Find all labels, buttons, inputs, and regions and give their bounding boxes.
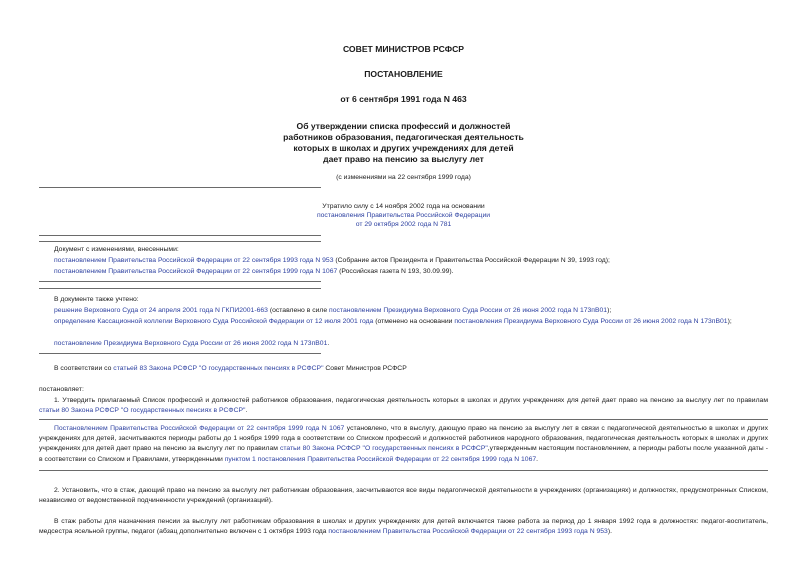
title-line: дает право на пенсию за выслугу лет — [323, 154, 484, 164]
resolution-953-link[interactable]: постановлением Правительства Российской Федерации от 22 сентября 1993 года N 953 — [328, 528, 608, 536]
article-83-link[interactable]: статьей 83 Закона РСФСР "О государственных пенсиях в РСФСР" — [113, 365, 324, 372]
amendments-heading: Документ с изменениями, внесенными: — [54, 246, 179, 253]
validity-link-text[interactable]: от 29 октября 2002 года N 781 — [355, 221, 452, 228]
resolution-1067-point1-link[interactable]: пунктом 1 постановления Правительства Российской Федерации от 22 сентября 1999 года N 1067 — [224, 455, 537, 463]
note-divider — [39, 419, 768, 420]
note-text: . — [536, 455, 539, 463]
amendment-link[interactable]: постановлением Правительства Российской Федерации от 22 сентября 1993 года N 953 — [54, 257, 334, 264]
presidium-resolution-link-cont[interactable]: 173пВ01 — [700, 318, 728, 325]
paragraph-text: . — [245, 407, 248, 415]
paragraph-3 — [39, 517, 768, 537]
validity-link-text[interactable]: постановления Правительства Российской Федерации — [316, 212, 491, 219]
article-80-link[interactable]: статьи 80 Закона РСФСР "О государственных пенсиях в РСФСР" — [280, 445, 488, 453]
also-see-text: ); — [727, 318, 732, 325]
amendment-item — [54, 267, 454, 276]
changes-note: (с изменениями на 22 сентября 1999 года) — [336, 174, 471, 181]
divider — [39, 288, 321, 289]
paragraph-text: ). — [607, 528, 612, 536]
also-see-item — [54, 306, 611, 315]
validity-link-cont[interactable] — [0, 221, 807, 228]
note-divider — [39, 470, 768, 471]
preamble — [54, 364, 407, 373]
note-text: установлено, что в выслугу, дающую право на пенсию за выслугу лет в связи с педагогической деятельностью в школах и других учреждениях для детей, засчитываются периоды работы до 1 ноября 1999 года в соответствии со Списком профессий и должностей работников народного образования, педагогическая деятельность которых в школах и других учреждениях для детей дает право на пенсию за выслугу лет по правилам — [39, 425, 768, 453]
amendment-source: (Российская газета N 193, 30.09.99). — [337, 268, 454, 275]
validity-link[interactable] — [0, 212, 807, 219]
also-see-heading: В документе также учтено: — [54, 296, 139, 303]
amendment-source: (Собрание актов Президента и Правительства Российской Федерации N 39, 1993 год); — [333, 257, 610, 264]
paragraph-1 — [39, 396, 768, 416]
cassation-ruling-link[interactable]: определение Кассационной коллегии Верховного Суда Российской Федерации от 12 июля 2001 года — [54, 318, 374, 325]
paragraph-text: 2. Установить, что в стаж, дающий право на пенсию за выслугу лет работникам образования, засчитываются все виды педагогической деятельности в учреждениях (организациях) и должностях, предусмотренных Списком, независимо от ведомственной подчиненности учреждений (организаций). — [39, 487, 768, 505]
also-see-text: (оставлено в силе — [267, 307, 330, 314]
presidium-resolution-link[interactable]: постановление Президиума Верховного Суда России от 26 июня 2002 года N 173пВ01 — [54, 340, 328, 347]
divider — [39, 187, 321, 188]
paragraph-text: В стаж работы для назначения пенсии за выслугу лет работникам образования в школах и других учреждениях для детей включается также работа за период до 1 января 1992 года в должностях: педагог-воспитатель, медсестра ясельной группы, педагог (абзац дополнительно включен с 1 октября 1993 года — [39, 518, 768, 536]
divider — [39, 241, 321, 242]
also-see-text: ); — [607, 307, 612, 314]
title-line: работников образования, педагогическая деятельность — [283, 132, 524, 142]
divider — [39, 235, 321, 236]
also-see-item — [54, 339, 329, 348]
org-heading: СОВЕТ МИНИСТРОВ РСФСР — [342, 44, 465, 54]
note-text: ,утвержденным настоящим постановлением, а периоды работы после указанной даты - в соответствии со Списком и Правилами, утвержденными — [39, 445, 768, 463]
date-number-heading: от 6 сентября 1991 года N 463 — [340, 94, 467, 104]
title-line: Об утверждении списка профессий и должностей — [296, 121, 511, 131]
amendment-link[interactable]: постановлением Правительства Российской Федерации от 22 сентября 1999 года N 1067 — [54, 268, 338, 275]
article-80-link[interactable]: статьи 80 Закона РСФСР "О государственных пенсиях в РСФСР" — [39, 407, 246, 415]
resolution-1067-link[interactable]: Постановлением Правительства Российской Федерации от 22 сентября 1999 года N 1067 — [54, 425, 345, 432]
preamble-text: В соответствии со — [54, 365, 114, 372]
paragraph-text: 1. Утвердить прилагаемый Список профессий и должностей работников образования, педагогическая деятельность которых в школах и других учреждениях для детей дает право на пенсию за выслугу лет по правилам — [54, 397, 768, 404]
preamble-text: Совет Министров РСФСР — [323, 365, 407, 372]
validity-line: Утратило силу с 14 ноября 2002 года на основании — [322, 203, 485, 210]
resolves-label: постановляет: — [39, 386, 84, 393]
divider — [39, 281, 321, 282]
court-decision-link[interactable]: решение Верховного Суда от 24 апреля 2001 года N ГКПИ2001-663 — [54, 307, 268, 314]
presidium-resolution-link[interactable]: постановления Президиума Верховного Суда России от 26 июня 2002 года N — [454, 318, 699, 325]
doc-type-heading: ПОСТАНОВЛЕНИЕ — [364, 69, 443, 79]
presidium-resolution-link[interactable]: постановлением Президиума Верховного Суда России от 26 июня 2002 года N 173пВ01 — [329, 307, 608, 314]
also-see-item — [39, 317, 768, 327]
editorial-note — [39, 424, 768, 465]
paragraph-2 — [39, 486, 768, 506]
also-see-text: (отменено на основании — [373, 318, 455, 325]
also-see-text: . — [327, 340, 330, 347]
title-line: которых в школах и других учреждениях для детей — [293, 143, 514, 153]
amendment-item — [54, 256, 610, 265]
divider — [39, 353, 321, 354]
